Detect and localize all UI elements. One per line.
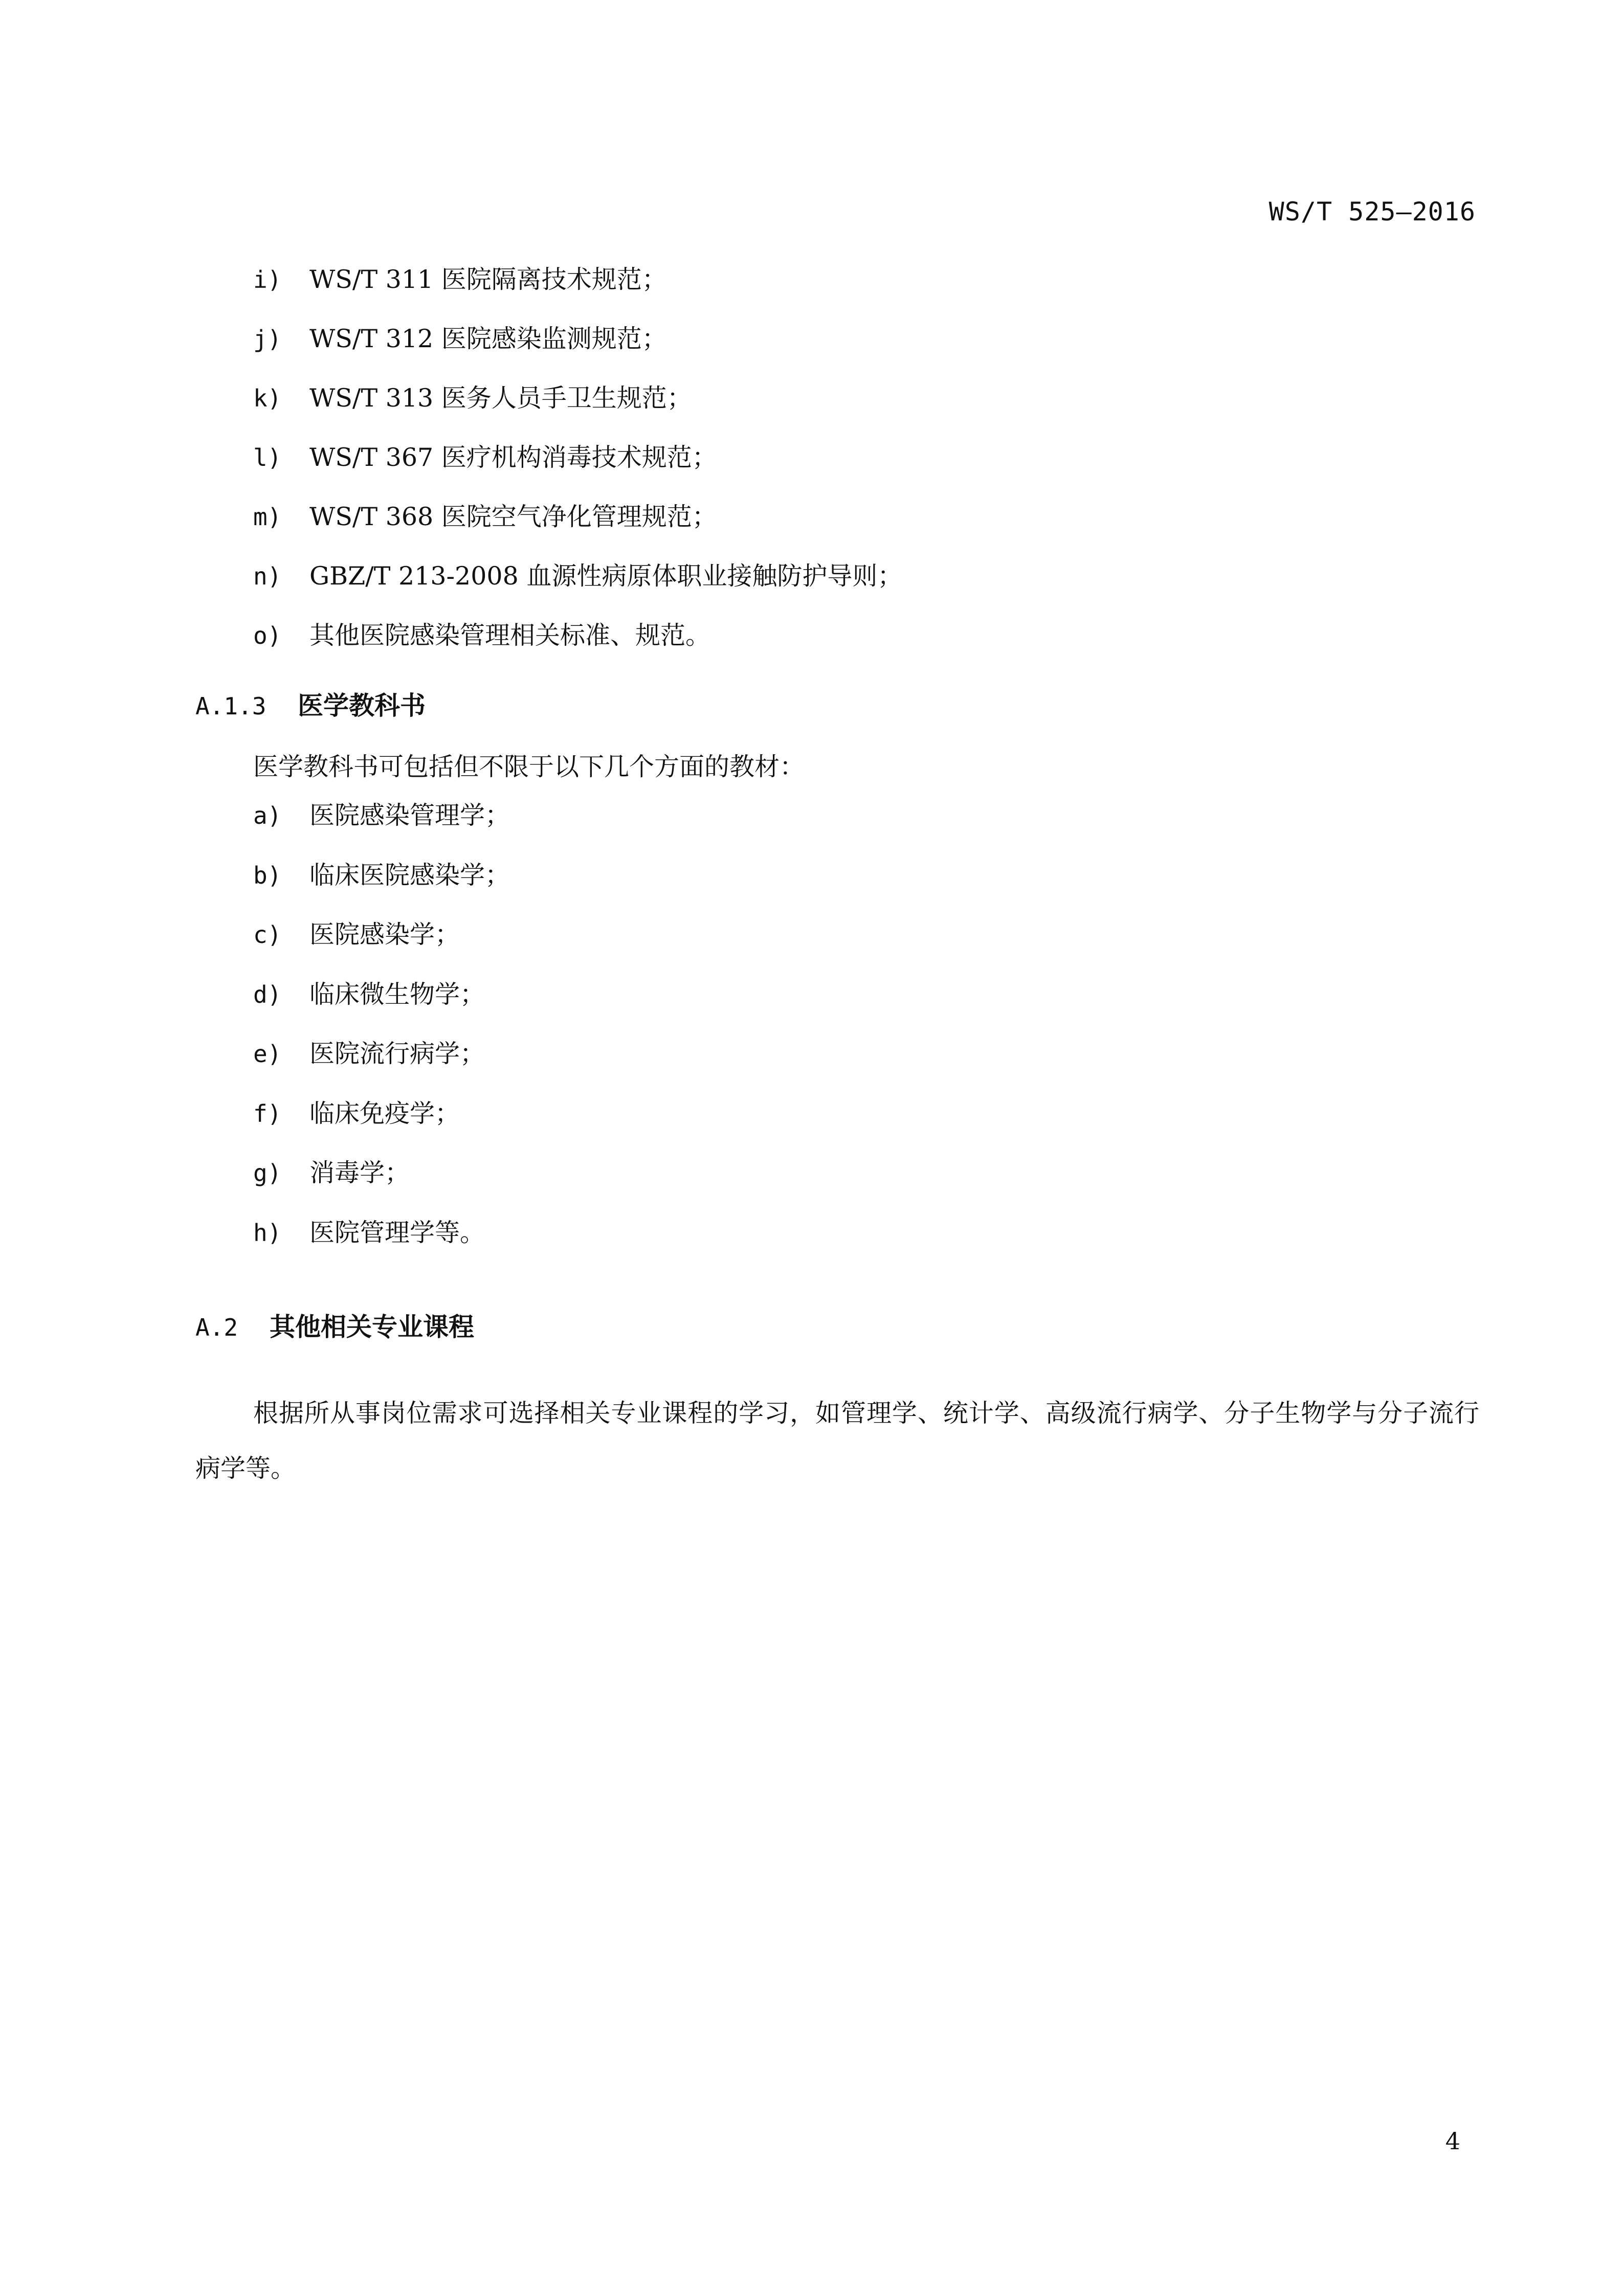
list-marker: m) — [253, 503, 282, 531]
list-item-text: GBZ/T 213-2008 血源性病原体职业接触防护导则； — [309, 561, 903, 591]
list-item — [253, 917, 510, 977]
list-item-text: 临床微生物学； — [309, 979, 485, 1009]
list-item — [253, 558, 902, 618]
list-item-text: WS/T 367 医疗机构消毒技术规范； — [309, 443, 717, 472]
list-item — [253, 440, 902, 499]
list-marker: l) — [253, 444, 282, 471]
list-item — [253, 618, 902, 677]
section-intro: 医学教科书可包括但不限于以下几个方面的教材： — [253, 752, 805, 781]
list-marker: d) — [253, 980, 282, 1008]
list-marker: k) — [253, 385, 282, 412]
section-number: A.2 — [195, 1314, 238, 1341]
list-marker: c) — [253, 921, 282, 949]
list-marker: h) — [253, 1219, 282, 1247]
list-marker: o) — [253, 622, 282, 649]
list-item-text: 医院流行病学； — [309, 1039, 485, 1068]
list-item-text: 其他医院感染管理相关标准、规范。 — [309, 621, 711, 650]
list-marker: j) — [253, 325, 282, 353]
list-marker: f) — [253, 1099, 282, 1128]
list-item — [253, 380, 902, 440]
section-number: A.1.3 — [195, 692, 266, 720]
list-item — [253, 858, 510, 917]
list-item — [253, 1096, 510, 1156]
list-item-text: WS/T 368 医院空气净化管理规范； — [309, 502, 717, 531]
section-title: 医学教科书 — [298, 691, 426, 721]
list-item-text: WS/T 311 医院隔离技术规范； — [309, 265, 667, 294]
standard-code-header: WS/T 525—2016 — [1269, 197, 1476, 227]
page-number: 4 — [1445, 2127, 1460, 2155]
list-item — [253, 499, 902, 558]
list-item — [253, 262, 902, 321]
list-item — [253, 1215, 510, 1275]
list-item — [253, 1036, 510, 1096]
list-marker: g) — [253, 1159, 282, 1187]
section-heading-a2 — [195, 1309, 474, 1345]
list-item-text: 医院管理学等。 — [309, 1218, 485, 1247]
body-paragraph: 根据所从事岗位需求可选择相关专业课程的学习，如管理学、统计学、高级流行病学、分子生物学与分子流行病学等。 — [195, 1399, 1479, 1483]
list-marker: a) — [253, 802, 282, 829]
list-item-text: 消毒学； — [309, 1158, 410, 1187]
list-item — [253, 977, 510, 1037]
list-item-text: WS/T 312 医院感染监测规范； — [309, 324, 667, 353]
list-marker: i) — [253, 266, 282, 294]
list-item-text: 临床免疫学； — [309, 1098, 460, 1128]
list-item — [253, 321, 902, 380]
textbook-list — [253, 798, 510, 1274]
list-marker: b) — [253, 861, 282, 889]
list-item-text: 医院感染管理学； — [309, 801, 510, 830]
list-item — [253, 798, 510, 858]
standards-list — [253, 262, 902, 677]
list-marker: n) — [253, 562, 282, 590]
list-item-text: WS/T 313 医务人员手卫生规范； — [309, 384, 692, 413]
section-title: 其他相关专业课程 — [270, 1312, 474, 1342]
list-item-text: 临床医院感染学； — [309, 860, 510, 890]
section-heading-a13 — [195, 688, 426, 724]
list-item-text: 医院感染学； — [309, 920, 460, 949]
list-item — [253, 1155, 510, 1215]
list-marker: e) — [253, 1040, 282, 1068]
